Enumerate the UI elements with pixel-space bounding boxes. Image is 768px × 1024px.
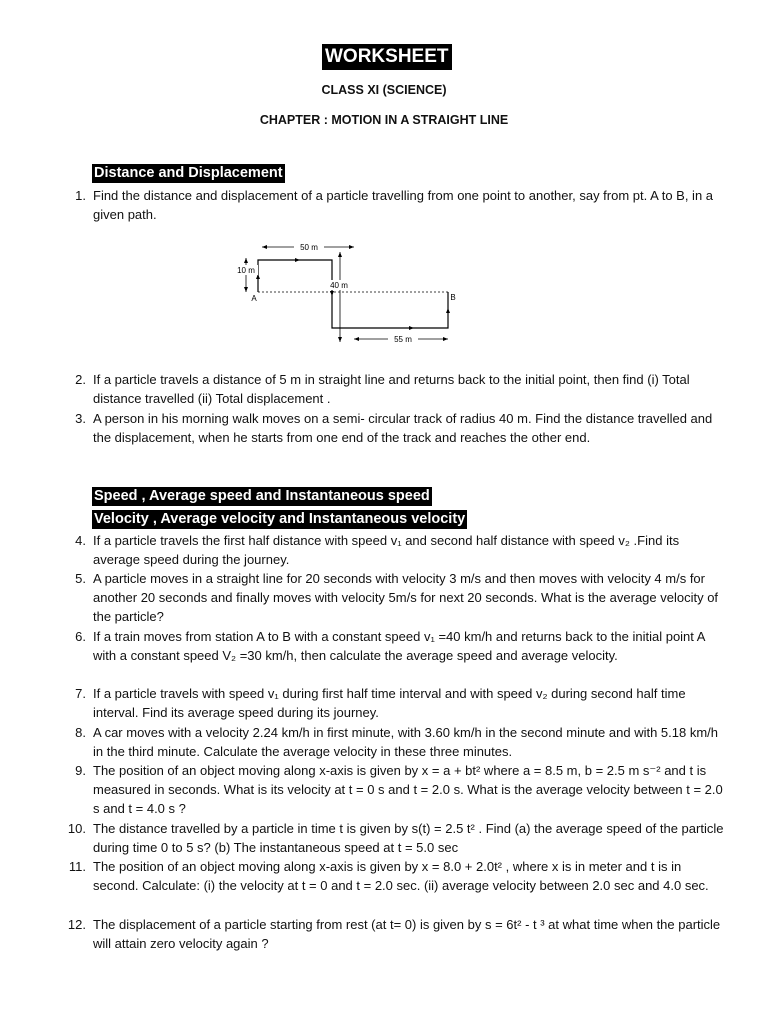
question-text: A person in his morning walk moves on a semi- circular track of radius 40 m. Find the distance travelled and the displacement, when he starts from one end of the track and reaches the other end. [93, 411, 713, 446]
class-line: CLASS XI (SCIENCE) [321, 83, 447, 97]
arrow-left-50 [262, 245, 267, 249]
section-heading-speed: Speed , Average speed and Instantaneous speed [94, 488, 430, 504]
question-text: The distance travelled by a particle in time t is given by s(t) = 2.5 t² . Find (a) the average speed of the particle during time 0 to 5 s? (b) The instantaneous speed at t = 5.0 sec [93, 821, 724, 856]
arrow-bottom-40 [338, 337, 342, 342]
arrow-right-50 [349, 245, 354, 249]
arrow-top-10 [244, 258, 248, 263]
question-number: 3. [75, 411, 86, 426]
question-9 [66, 761, 726, 819]
question-7 [66, 684, 726, 722]
question-3 [66, 409, 726, 447]
question-text: If a train moves from station A to B with a constant speed v₁ =40 km/h and returns back to the initial point A with a constant speed V₂ =30 km/h, then calculate the average speed and average velocity. [93, 629, 705, 664]
question-number: 12. [67, 917, 86, 932]
path-arrow-down [330, 291, 334, 296]
section-heading-distance: Distance and Displacement [94, 165, 283, 181]
label-10m: 10 m [237, 266, 255, 275]
question-number: 10. [67, 821, 86, 836]
question-text: If a particle travels the first half distance with speed v₁ and second half distance with speed v₂ .Find its average speed during the journey. [93, 533, 680, 568]
question-text: Find the distance and displacement of a particle travelling from one point to another, say from pt. A to B, in a given path. [93, 188, 714, 223]
question-2 [66, 370, 726, 408]
arrow-top-40 [338, 252, 342, 257]
question-number: 8. [75, 725, 86, 740]
question-11 [66, 857, 726, 895]
question-number: 4. [75, 533, 86, 548]
path-arrow-up-b [446, 308, 450, 313]
arrow-bottom-10 [244, 287, 248, 292]
question-10 [66, 819, 726, 857]
question-number: 2. [75, 372, 86, 387]
arrow-left-55 [354, 337, 359, 341]
section-heading-velocity: Velocity , Average velocity and Instantaneous velocity [94, 511, 466, 527]
question-8 [66, 723, 726, 761]
label-40m: 40 m [330, 281, 348, 290]
question-text: A particle moves in a straight line for 20 seconds with velocity 3 m/s and then moves with velocity 4 m/s for another 20 seconds and finally moves with velocity 5m/s for next 20 seconds. What is the average velocity of the particle? [93, 571, 719, 625]
question-4 [66, 531, 726, 569]
question-1 [66, 186, 726, 224]
question-text: The position of an object moving along x-axis is given by x = 8.0 + 2.0t² , where x is in meter and t is in second. Calculate: (i) the velocity at t = 0 and t = 2.0 sec. (ii) average velocity between 2.0 sec and 4.0 sec. [93, 859, 709, 894]
label-55m: 55 m [394, 335, 412, 344]
question-number: 11. [68, 859, 86, 874]
arrow-right-55 [443, 337, 448, 341]
question-number: 1. [75, 188, 86, 203]
label-b: B [450, 293, 456, 302]
question-number: 9. [75, 763, 86, 778]
question-5 [66, 569, 726, 627]
question-text: The position of an object moving along x-axis is given by x = a + bt² where a = 8.5 m, b = 2.5 m s⁻² and t is measured in seconds. What is its velocity at t = 0 s and t = 2.0 s. What is the average velocity between t = 2.0 s and t = 4.0 s ? [93, 763, 723, 817]
path-diagram [228, 236, 468, 348]
path-arrow-right-bottom [409, 326, 414, 330]
question-text: If a particle travels with speed v₁ during first half time interval and with speed v₂ during second half time interval. Find its average speed during its journey. [93, 686, 686, 721]
question-number: 6. [75, 629, 86, 644]
label-50m: 50 m [300, 243, 318, 252]
question-6 [66, 627, 726, 665]
path-arrow-right [295, 258, 300, 262]
question-text: If a particle travels a distance of 5 m in straight line and returns back to the initial point, then find (i) Total distance travelled (ii) Total displacement . [93, 372, 690, 407]
path-line [258, 260, 448, 328]
label-a: A [251, 294, 257, 303]
worksheet-title: WORKSHEET [322, 44, 452, 70]
question-12 [66, 915, 726, 953]
question-text: The displacement of a particle starting from rest (at t= 0) is given by s = 6t² - t ³ at what time when the particle will attain zero velocity again ? [93, 917, 721, 952]
question-number: 5. [75, 571, 86, 586]
chapter-line: CHAPTER : MOTION IN A STRAIGHT LINE [259, 113, 509, 127]
question-number: 7. [75, 686, 86, 701]
question-text: A car moves with a velocity 2.24 km/h in first minute, with 3.60 km/h in the second minute and with 5.18 km/h in the third minute. Calculate the average velocity in these three minutes. [93, 725, 719, 760]
